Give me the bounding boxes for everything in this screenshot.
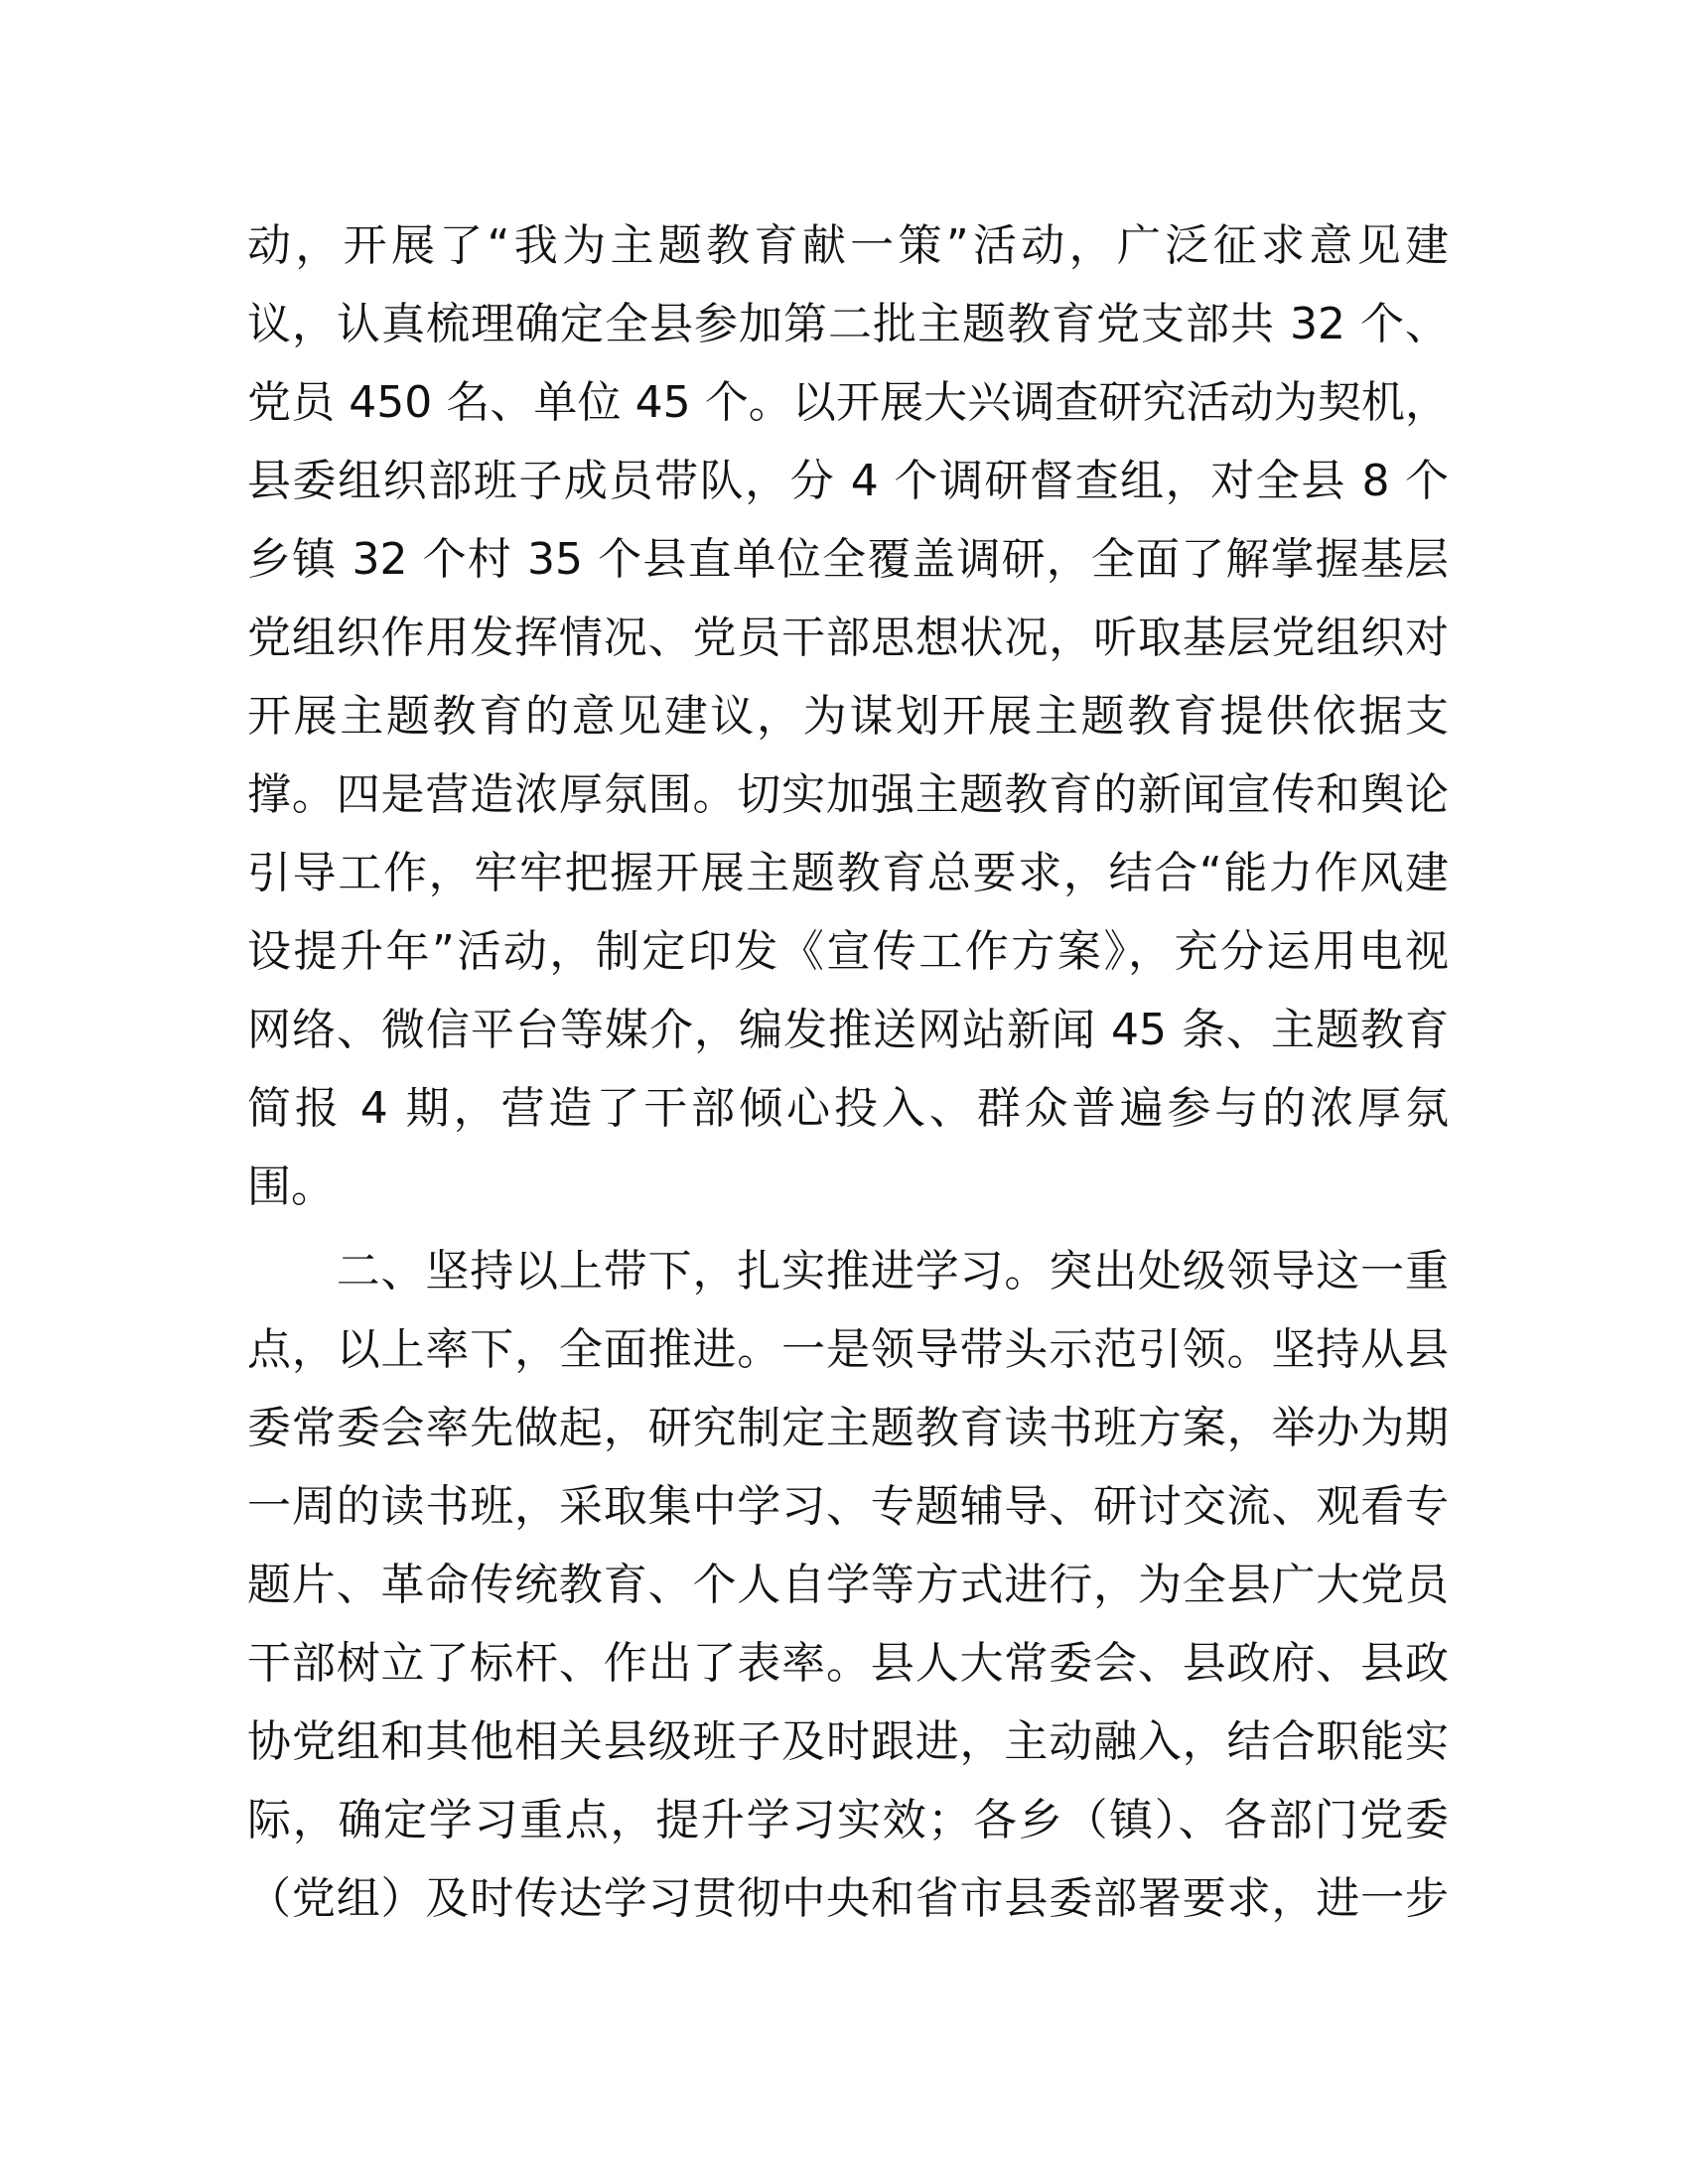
text-line: 简报 4 期，营造了干部倾心投入、群众普遍参与的浓厚氛 bbox=[247, 1083, 1449, 1134]
text-line: 委常委会率先做起，研究制定主题教育读书班方案，举办为期 bbox=[247, 1403, 1449, 1453]
text-line: 一周的读书班，采取集中学习、专题辅导、研讨交流、观看专 bbox=[247, 1481, 1449, 1532]
text-line: 动，开展了“我为主题教育献一策”活动，广泛征求意见建 bbox=[247, 220, 1449, 271]
text-line: 县委组织部班子成员带队，分 4 个调研督查组，对全县 8 个 bbox=[247, 456, 1449, 506]
text-line: 题片、革命传统教育、个人自学等方式进行，为全县广大党员 bbox=[247, 1560, 1449, 1610]
text-line: 撑。四是营造浓厚氛围。切实加强主题教育的新闻宣传和舆论 bbox=[247, 769, 1449, 820]
text-line: （党组）及时传达学习贯彻中央和省市县委部署要求，进一步 bbox=[247, 1873, 1449, 1924]
text-line: 设提升年”活动，制定印发《宣传工作方案》，充分运用电视 bbox=[247, 926, 1449, 977]
text-line: 协党组和其他相关县级班子及时跟进，主动融入，结合职能实 bbox=[247, 1716, 1449, 1767]
text-line: 党员 450 名、单位 45 个。以开展大兴调查研究活动为契机， bbox=[247, 377, 1449, 428]
text-line: 点，以上率下，全面推进。一是领导带头示范引领。坚持从县 bbox=[247, 1324, 1449, 1375]
text-line: 开展主题教育的意见建议，为谋划开展主题教育提供依据支 bbox=[247, 691, 1449, 742]
text-line: 引导工作，牢牢把握开展主题教育总要求，结合“能力作风建 bbox=[247, 848, 1449, 898]
text-line: 网络、微信平台等媒介，编发推送网站新闻 45 条、主题教育 bbox=[247, 1005, 1449, 1055]
text-line: 干部树立了标杆、作出了表率。县人大常委会、县政府、县政 bbox=[247, 1638, 1449, 1689]
text-line: 二、坚持以上带下，扎实推进学习。突出处级领导这一重 bbox=[247, 1246, 1449, 1297]
text-line: 乡镇 32 个村 35 个县直单位全覆盖调研，全面了解掌握基层 bbox=[247, 534, 1449, 585]
paragraph-two bbox=[247, 1232, 1449, 1938]
text-line: 际，确定学习重点，提升学习实效；各乡（镇）、各部门党委 bbox=[247, 1795, 1449, 1845]
text-line: 党组织作用发挥情况、党员干部思想状况，听取基层党组织对 bbox=[247, 613, 1449, 663]
paragraph-continued bbox=[247, 206, 1449, 1226]
text-line: 议，认真梳理确定全县参加第二批主题教育党支部共 32 个、 bbox=[247, 299, 1449, 349]
text-line: 围。 bbox=[247, 1161, 335, 1212]
